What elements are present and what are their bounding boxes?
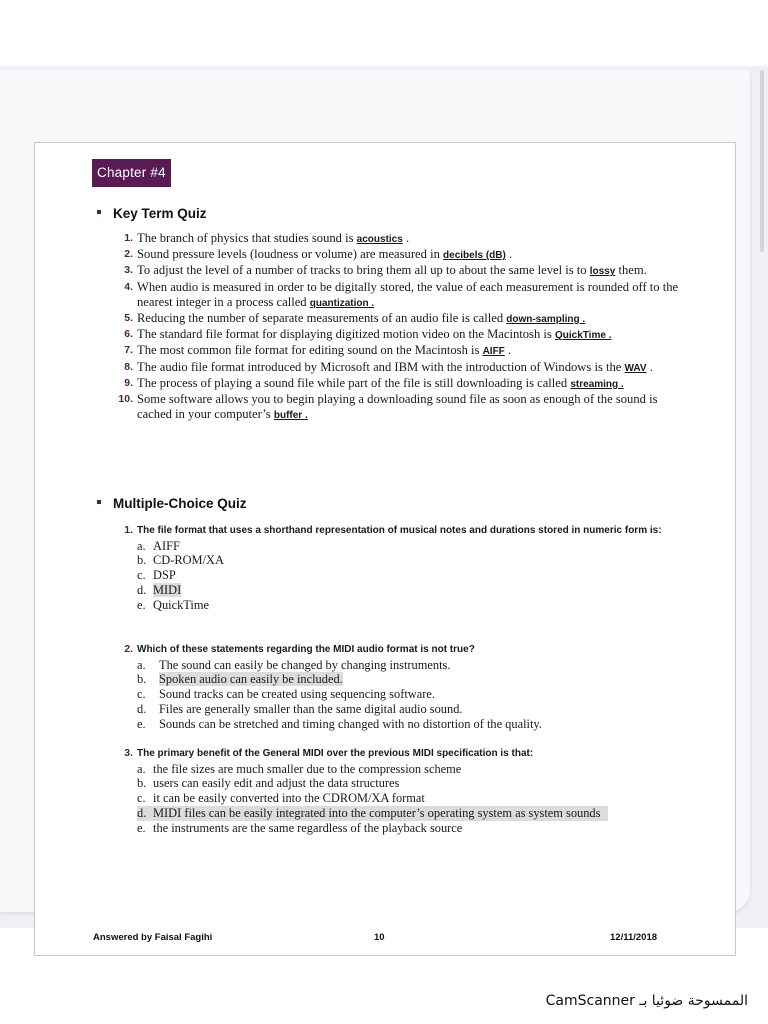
option-a — [137, 539, 680, 554]
item-answer: lossy — [589, 266, 616, 278]
option-a — [137, 762, 680, 777]
item-text: Reducing the number of separate measurements of an audio file is called — [137, 311, 507, 326]
list-item — [115, 311, 680, 327]
item-number: 2. — [124, 248, 133, 261]
list-item — [115, 343, 680, 359]
item-answer: streaming . — [570, 378, 624, 390]
item-number: 4. — [124, 280, 133, 293]
list-item — [115, 247, 680, 263]
item-answer: down-sampling . — [506, 314, 586, 326]
option-letter: a. — [137, 538, 146, 553]
option-letter: c. — [137, 687, 146, 702]
key-term-list — [115, 231, 680, 423]
question-stem — [115, 523, 680, 539]
option-text: AIFF — [153, 538, 180, 553]
item-text: Some software allows you to begin playing a downloading sound file as soon as enough of the sound is cached in your computer’s — [137, 392, 658, 422]
option-letter: d. — [137, 806, 147, 821]
options-list — [137, 658, 680, 733]
question-text: Which of these statements regarding the MIDI audio format is not true? — [137, 644, 475, 655]
option-text: Files are generally smaller than the same digital audio sound. — [159, 702, 463, 717]
option-text: Sound tracks can be created using sequencing software. — [159, 687, 435, 702]
item-answer: buffer . — [273, 410, 308, 422]
square-bullet-icon — [97, 210, 101, 214]
item-number: 8. — [124, 360, 133, 373]
option-letter: c. — [137, 791, 146, 806]
list-item — [115, 392, 680, 423]
item-text: When audio is measured in order to be digitally stored, the value of each measurement is rounded off to the nearest integer in a process called — [137, 279, 679, 309]
scrollbar-thumb[interactable] — [760, 70, 764, 252]
question-number: 2. — [124, 643, 133, 655]
option-letter: b. — [137, 672, 147, 687]
top-blank-band — [0, 0, 768, 66]
option-b — [137, 553, 680, 568]
option-text: users can easily edit and adjust the data structures — [153, 776, 400, 791]
document-card — [0, 70, 750, 943]
option-letter: b. — [137, 776, 147, 791]
option-a — [137, 658, 680, 673]
item-number: 3. — [124, 264, 133, 277]
option-letter: e. — [137, 821, 146, 836]
mc-question-1 — [115, 523, 680, 613]
question-number: 3. — [124, 747, 133, 759]
option-text: the instruments are the same regardless of the playback source — [153, 821, 463, 836]
item-number: 5. — [124, 312, 133, 325]
list-item — [115, 360, 680, 376]
mc-question-2 — [115, 642, 680, 732]
question-text: The file format that uses a shorthand representation of musical notes and durations stored in numeric form is: — [137, 525, 662, 536]
multiple-choice-quiz-title: Multiple-Choice Quiz — [113, 496, 247, 511]
option-letter: b. — [137, 553, 147, 568]
option-b — [137, 776, 680, 791]
item-text: Sound pressure levels (loudness or volume) are measured in — [137, 247, 444, 262]
option-e — [137, 717, 680, 732]
option-e — [137, 598, 680, 613]
key-term-quiz-heading — [97, 206, 207, 221]
option-text: CD-ROM/XA — [153, 553, 224, 568]
footer-page-number: 10 — [374, 932, 385, 943]
item-number: 6. — [124, 328, 133, 341]
option-text: Spoken audio can easily be included. — [159, 672, 343, 687]
camscanner-watermark: CamScanner الممسوحة ضوئيا بـ — [545, 993, 748, 1009]
option-text: the file sizes are much smaller due to the compression scheme — [153, 761, 462, 776]
option-letter: c. — [137, 568, 146, 583]
item-text: The most common file format for editing sound on the Macintosh is — [137, 343, 483, 358]
option-text: MIDI files can be easily integrated into the computer’s operating system as system sounds — [153, 806, 601, 821]
option-text: it can be easily converted into the CDROM/XA format — [153, 791, 425, 806]
list-item — [115, 376, 680, 392]
item-number: 7. — [124, 344, 133, 357]
option-c — [137, 687, 680, 702]
question-stem — [115, 746, 680, 762]
square-bullet-icon — [97, 500, 101, 504]
option-letter: d. — [137, 702, 147, 717]
option-letter: e. — [137, 717, 146, 732]
option-letter: d. — [137, 583, 147, 598]
option-text: The sound can easily be changed by changing instruments. — [159, 657, 451, 672]
item-text-end: . — [504, 343, 512, 358]
list-item — [115, 327, 680, 343]
item-number: 9. — [124, 376, 133, 389]
option-d-selected — [137, 806, 608, 821]
item-answer: acoustics — [356, 234, 403, 245]
item-text-end: them. — [615, 263, 647, 278]
selected-highlight — [137, 583, 182, 598]
option-d-selected — [137, 583, 680, 598]
item-answer: WAV — [624, 362, 647, 374]
option-c — [137, 791, 680, 806]
item-text-end: . — [505, 247, 513, 262]
list-item — [115, 280, 680, 311]
item-answer: QuickTime . — [554, 330, 612, 342]
option-text: MIDI — [153, 583, 182, 598]
selected-highlight — [137, 672, 343, 687]
options-list — [137, 539, 680, 614]
item-answer: decibels (dB) — [443, 250, 506, 262]
item-number: 1. — [124, 232, 133, 244]
footer-date: 12/11/2018 — [610, 932, 658, 943]
option-text: QuickTime — [153, 598, 209, 613]
options-list — [137, 762, 680, 837]
option-letter: a. — [137, 761, 146, 776]
option-letter: a. — [137, 657, 146, 672]
option-text: Sounds can be stretched and timing changed with no distortion of the quality. — [159, 717, 542, 732]
question-text: The primary benefit of the General MIDI over the previous MIDI specification is that: — [137, 748, 534, 759]
item-answer: AIFF — [482, 346, 505, 358]
item-text: To adjust the level of a number of tracks to bring them all up to about the same level is to — [137, 263, 590, 278]
list-item — [115, 263, 680, 279]
question-number: 1. — [124, 524, 133, 536]
mc-question-3 — [115, 746, 680, 836]
option-b-selected — [137, 672, 680, 687]
item-text: The branch of physics that studies sound is — [137, 231, 357, 245]
item-text: The process of playing a sound file while part of the file is still downloading is called — [137, 375, 571, 390]
item-answer: quantization . — [309, 297, 375, 309]
list-item — [115, 231, 680, 247]
option-c — [137, 568, 680, 583]
item-number: 10. — [118, 393, 133, 406]
item-text-end: . — [402, 231, 410, 245]
key-term-quiz-title: Key Term Quiz — [113, 206, 207, 221]
footer-author: Answered by Faisal Fagihi — [93, 932, 213, 943]
option-d — [137, 702, 680, 717]
option-e — [137, 821, 680, 836]
multiple-choice-quiz-heading — [97, 496, 247, 511]
item-text: The standard file format for displaying digitized motion video on the Macintosh is — [137, 327, 555, 342]
option-letter: e. — [137, 598, 146, 613]
chapter-heading: Chapter #4 — [92, 159, 171, 187]
item-text: The audio file format introduced by Microsoft and IBM with the introduction of Windows is the — [137, 359, 625, 374]
document-page — [34, 142, 736, 956]
option-text: DSP — [153, 568, 176, 583]
question-stem — [115, 642, 680, 658]
item-text-end: . — [646, 359, 653, 374]
